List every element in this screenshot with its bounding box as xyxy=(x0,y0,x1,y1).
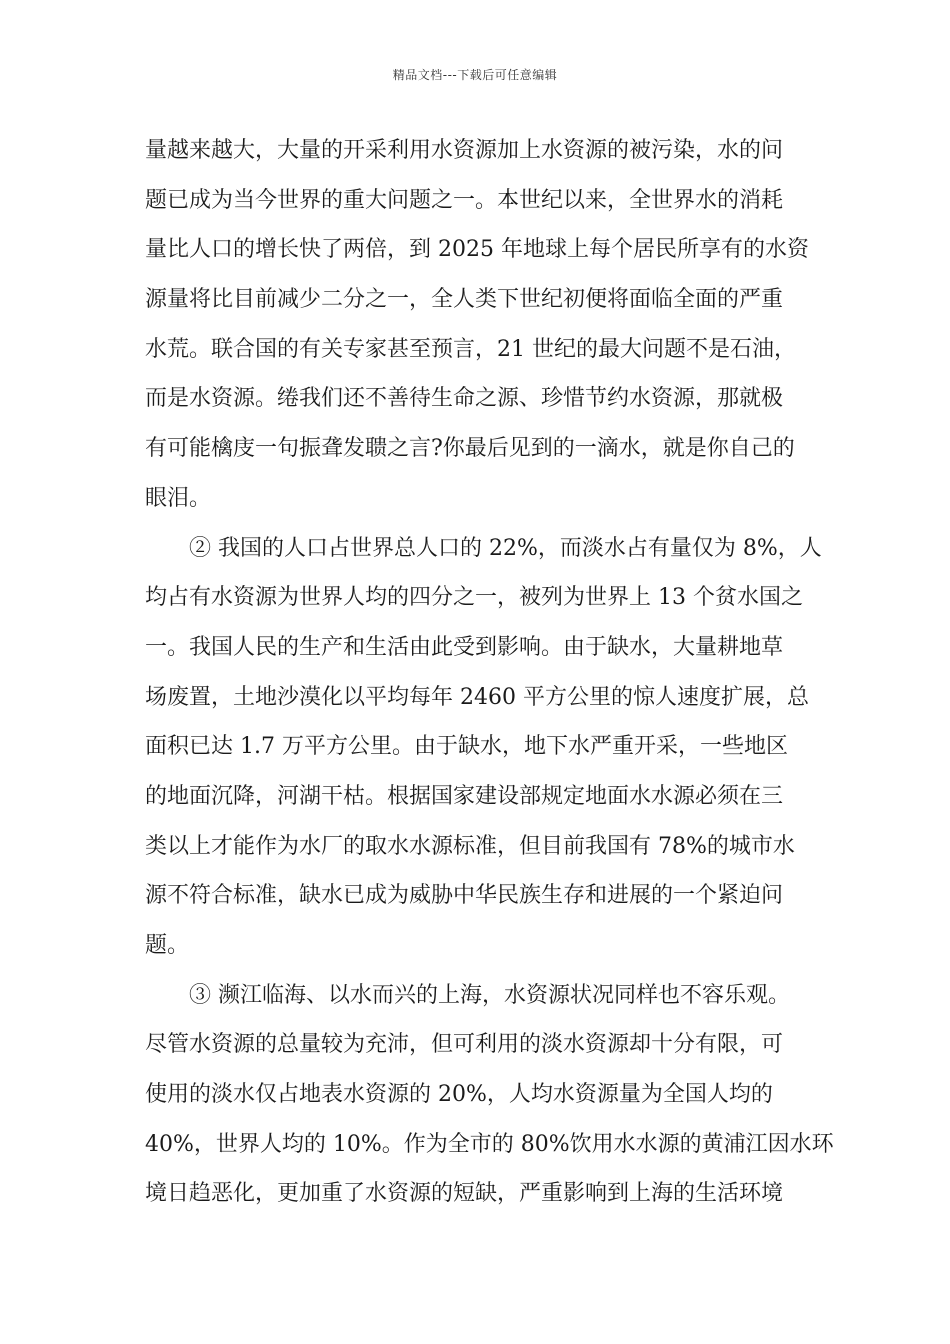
text-line: 的地面沉降，河湖干枯。根据国家建设部规定地面水水源必须在三 xyxy=(145,783,784,809)
text-line: 40%，世界人均的 10%。作为全市的 80%饮用水水源的黄浦江因水环 xyxy=(145,1131,834,1157)
text-line: 量比人口的增长快了两倍，到 2025 年地球上每个居民所享有的水资 xyxy=(145,237,809,263)
text-line: 量越来越大，大量的开采利用水资源加上水资源的被污染，水的问 xyxy=(145,138,784,163)
paragraph-3 xyxy=(145,971,834,1219)
text-line: ② 我国的人口占世界总人口的 22%，而淡水占有量仅为 8%，人 xyxy=(189,535,822,561)
text-line: 有可能檎庋一句振聋发聩之言?你最后见到的一滴水，就是你自己的 xyxy=(145,436,795,462)
text-line: 眼泪。 xyxy=(145,485,212,511)
text-line: 一。我国人民的生产和生活由此受到影响。由于缺水，大量耕地草 xyxy=(145,634,784,660)
text-line: 使用的淡水仅占地表水资源的 20%，人均水资源量为全国人均的 xyxy=(145,1082,773,1108)
text-line: 水荒。联合国的有关专家甚至预言，21 世纪的最大问题不是石油， xyxy=(145,336,796,362)
text-line: 题已成为当今世界的重大问题之一。本世纪以来，全世界水的消耗 xyxy=(145,187,784,213)
page-header: 精品文档---下载后可任意编辑 xyxy=(392,68,558,82)
text-line: 尽管水资源的总量较为充沛，但可利用的淡水资源却十分有限，可 xyxy=(145,1032,784,1058)
paragraph-1 xyxy=(145,126,809,524)
text-line: 面积已达 1.7 万平方公里。由于缺水，地下水严重开采，一些地区 xyxy=(145,734,788,760)
paragraph-2 xyxy=(145,524,822,971)
text-line: ③ 濒江临海、以水而兴的上海，水资源状况同样也不容乐观。 xyxy=(189,982,790,1008)
text-line: 源不符合标准，缺水已成为威胁中华民族生存和进展的一个紧迫问 xyxy=(145,883,784,909)
document-body xyxy=(145,126,834,1219)
text-line: 类以上才能作为水厂的取水水源标准，但目前我国有 78%的城市水 xyxy=(145,833,795,859)
text-line: 题。 xyxy=(145,933,190,958)
text-line: 境日趋恶化，更加重了水资源的短缺，严重影响到上海的生活环境 xyxy=(145,1181,784,1207)
text-line: 源量将比目前减少二分之一，全人类下世纪初便将面临全面的严重 xyxy=(145,287,784,313)
text-line: 场废置，土地沙漠化以平均每年 2460 平方公里的惊人速度扩展，总 xyxy=(145,684,809,710)
text-line: 均占有水资源为世界人均的四分之一，被列为世界上 13 个贫水国之 xyxy=(145,585,803,611)
text-line: 而是水资源。绻我们还不善待生命之源、珍惜节约水资源，那就极 xyxy=(145,386,784,412)
